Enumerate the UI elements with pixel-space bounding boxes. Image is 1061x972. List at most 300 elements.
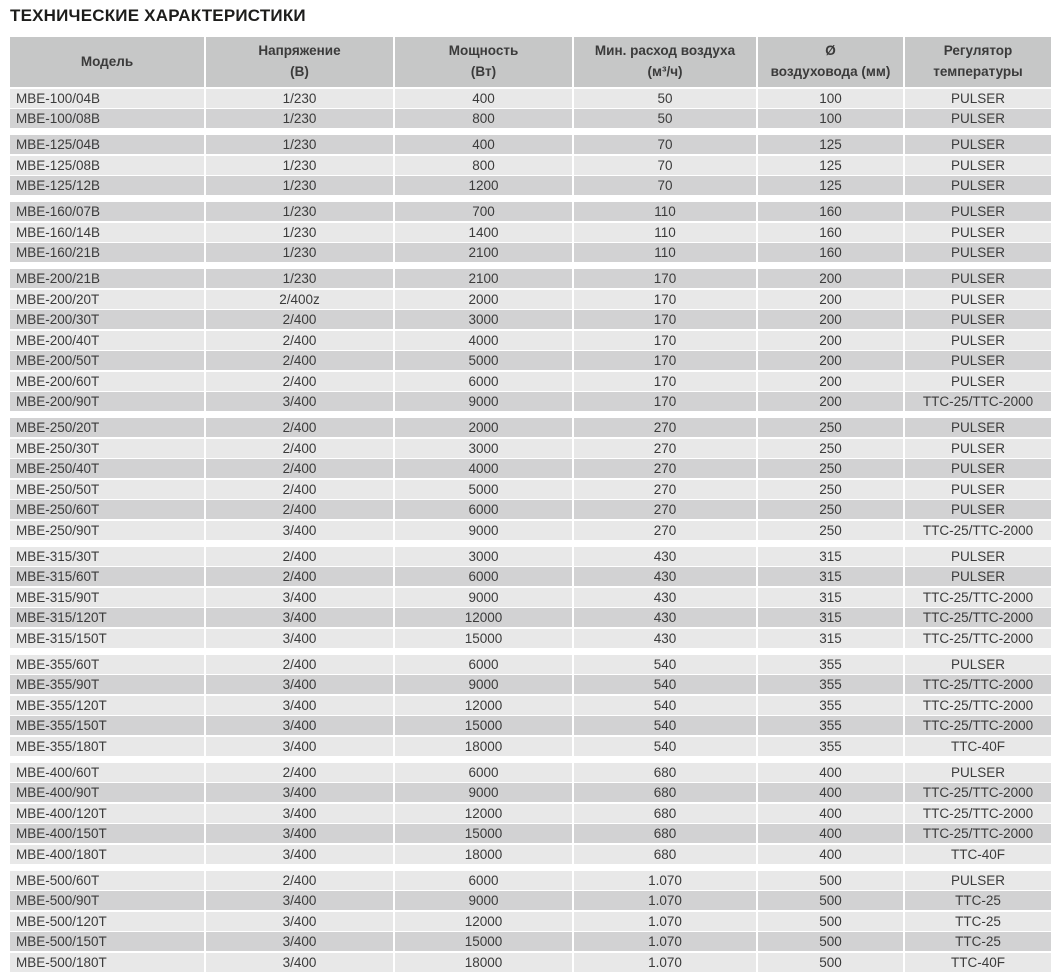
value-cell: 540 <box>574 716 756 735</box>
value-cell: PULSER <box>905 439 1051 458</box>
column-header-1 <box>206 37 393 87</box>
value-cell: TTC-25/TTC-2000 <box>905 804 1051 823</box>
value-cell: 680 <box>574 763 756 782</box>
value-cell: TTC-25/TTC-2000 <box>905 588 1051 607</box>
value-cell: 800 <box>395 156 572 175</box>
value-cell: 2/400 <box>206 547 393 566</box>
value-cell: 250 <box>758 521 903 540</box>
table-row <box>10 608 1051 627</box>
value-cell: 125 <box>758 176 903 195</box>
value-cell: 250 <box>758 480 903 499</box>
table-header-row <box>10 37 1051 87</box>
value-cell: 18000 <box>395 737 572 756</box>
value-cell: 3/400 <box>206 845 393 864</box>
table-row <box>10 932 1051 951</box>
spec-table <box>10 37 1051 972</box>
table-row <box>10 459 1051 478</box>
value-cell: 355 <box>758 737 903 756</box>
value-cell: 3000 <box>395 547 572 566</box>
table-row <box>10 243 1051 262</box>
value-cell: 800 <box>395 109 572 128</box>
value-cell: 1200 <box>395 176 572 195</box>
value-cell: 3/400 <box>206 696 393 715</box>
table-row <box>10 824 1051 843</box>
value-cell: 2/400 <box>206 418 393 437</box>
table-row <box>10 109 1051 128</box>
value-cell: 540 <box>574 675 756 694</box>
value-cell: 3/400 <box>206 629 393 648</box>
value-cell: PULSER <box>905 156 1051 175</box>
table-row <box>10 912 1051 931</box>
column-header-line2: (В) <box>290 64 309 79</box>
value-cell: 170 <box>574 310 756 329</box>
value-cell: 18000 <box>395 953 572 972</box>
value-cell: 15000 <box>395 824 572 843</box>
value-cell: PULSER <box>905 871 1051 890</box>
table-row <box>10 372 1051 391</box>
value-cell: 2/400 <box>206 310 393 329</box>
model-cell: MBE-400/180T <box>10 845 204 864</box>
column-header-line2: воздуховода (мм) <box>770 64 891 79</box>
value-cell: 125 <box>758 135 903 154</box>
value-cell: 170 <box>574 392 756 411</box>
value-cell: 540 <box>574 655 756 674</box>
model-cell: MBE-355/120T <box>10 696 204 715</box>
column-header-line1: Мин. расход воздуха <box>594 43 736 59</box>
table-row <box>10 716 1051 735</box>
value-cell: TTC-25/TTC-2000 <box>905 629 1051 648</box>
value-cell: 400 <box>758 824 903 843</box>
value-cell: 170 <box>574 269 756 288</box>
value-cell: 9000 <box>395 392 572 411</box>
value-cell: 4000 <box>395 331 572 350</box>
value-cell: TTC-25 <box>905 912 1051 931</box>
table-row <box>10 439 1051 458</box>
table-row <box>10 567 1051 586</box>
model-cell: MBE-200/30T <box>10 310 204 329</box>
value-cell: 3/400 <box>206 675 393 694</box>
table-row <box>10 392 1051 411</box>
model-cell: MBE-500/150T <box>10 932 204 951</box>
value-cell: 170 <box>574 290 756 309</box>
model-cell: MBE-315/30T <box>10 547 204 566</box>
value-cell: 270 <box>574 480 756 499</box>
table-row <box>10 763 1051 782</box>
value-cell: 3/400 <box>206 392 393 411</box>
value-cell: PULSER <box>905 331 1051 350</box>
value-cell: 3/400 <box>206 912 393 931</box>
value-cell: 2/400z <box>206 290 393 309</box>
value-cell: PULSER <box>905 567 1051 586</box>
value-cell: 250 <box>758 500 903 519</box>
value-cell: 680 <box>574 824 756 843</box>
value-cell: 15000 <box>395 716 572 735</box>
table-row <box>10 500 1051 519</box>
column-header-5 <box>905 37 1051 87</box>
value-cell: 540 <box>574 737 756 756</box>
table-row <box>10 675 1051 694</box>
value-cell: 200 <box>758 310 903 329</box>
value-cell: 3/400 <box>206 716 393 735</box>
model-cell: MBE-400/60T <box>10 763 204 782</box>
value-cell: 160 <box>758 243 903 262</box>
table-row <box>10 223 1051 242</box>
value-cell: 315 <box>758 608 903 627</box>
table-row <box>10 696 1051 715</box>
model-cell: MBE-400/90T <box>10 783 204 802</box>
value-cell: 2/400 <box>206 331 393 350</box>
table-row <box>10 331 1051 350</box>
table-row <box>10 176 1051 195</box>
value-cell: 3/400 <box>206 891 393 910</box>
value-cell: 315 <box>758 547 903 566</box>
value-cell: 400 <box>758 804 903 823</box>
column-header-line1: Регулятор <box>943 43 1013 59</box>
value-cell: 12000 <box>395 608 572 627</box>
table-row <box>10 891 1051 910</box>
value-cell: 270 <box>574 459 756 478</box>
value-cell: TTC-25/TTC-2000 <box>905 608 1051 627</box>
value-cell: 5000 <box>395 351 572 370</box>
value-cell: 400 <box>395 89 572 108</box>
model-cell: MBE-400/150T <box>10 824 204 843</box>
value-cell: 200 <box>758 372 903 391</box>
table-row <box>10 418 1051 437</box>
model-cell: MBE-355/150T <box>10 716 204 735</box>
value-cell: 1.070 <box>574 953 756 972</box>
table-row <box>10 269 1051 288</box>
table-row <box>10 629 1051 648</box>
column-header-2 <box>395 37 572 87</box>
value-cell: TTC-25/TTC-2000 <box>905 521 1051 540</box>
value-cell: TTC-25 <box>905 891 1051 910</box>
column-header-line1: Модель <box>80 53 134 69</box>
value-cell: 2/400 <box>206 372 393 391</box>
value-cell: PULSER <box>905 109 1051 128</box>
table-row <box>10 310 1051 329</box>
value-cell: 250 <box>758 439 903 458</box>
value-cell: 2/400 <box>206 439 393 458</box>
value-cell: TTC-40F <box>905 737 1051 756</box>
value-cell: 3/400 <box>206 608 393 627</box>
column-header-3 <box>574 37 756 87</box>
model-cell: MBE-160/14B <box>10 223 204 242</box>
value-cell: PULSER <box>905 418 1051 437</box>
value-cell: PULSER <box>905 372 1051 391</box>
value-cell: 110 <box>574 243 756 262</box>
value-cell: 355 <box>758 675 903 694</box>
value-cell: 680 <box>574 783 756 802</box>
value-cell: 2/400 <box>206 763 393 782</box>
value-cell: 200 <box>758 351 903 370</box>
model-cell: MBE-200/90T <box>10 392 204 411</box>
column-header-line1: Напряжение <box>258 43 341 59</box>
value-cell: 100 <box>758 109 903 128</box>
value-cell: 500 <box>758 912 903 931</box>
value-cell: 3/400 <box>206 737 393 756</box>
model-cell: MBE-160/07B <box>10 202 204 221</box>
value-cell: 3/400 <box>206 588 393 607</box>
value-cell: 400 <box>395 135 572 154</box>
value-cell: 270 <box>574 500 756 519</box>
value-cell: 500 <box>758 891 903 910</box>
value-cell: 430 <box>574 588 756 607</box>
column-header-line1: Ø <box>825 43 836 59</box>
value-cell: PULSER <box>905 202 1051 221</box>
model-cell: MBE-125/12B <box>10 176 204 195</box>
value-cell: 170 <box>574 372 756 391</box>
value-cell: 2100 <box>395 269 572 288</box>
value-cell: 2000 <box>395 418 572 437</box>
value-cell: 500 <box>758 871 903 890</box>
table-row <box>10 202 1051 221</box>
page-title: ТЕХНИЧЕСКИЕ ХАРАКТЕРИСТИКИ <box>10 6 306 25</box>
value-cell: 1/230 <box>206 156 393 175</box>
value-cell: 2/400 <box>206 480 393 499</box>
value-cell: 6000 <box>395 372 572 391</box>
value-cell: 18000 <box>395 845 572 864</box>
model-cell: MBE-355/180T <box>10 737 204 756</box>
value-cell: 1/230 <box>206 269 393 288</box>
value-cell: TTC-40F <box>905 953 1051 972</box>
value-cell: 15000 <box>395 932 572 951</box>
model-cell: MBE-315/120T <box>10 608 204 627</box>
value-cell: 3/400 <box>206 521 393 540</box>
model-cell: MBE-355/60T <box>10 655 204 674</box>
value-cell: TTC-25/TTC-2000 <box>905 716 1051 735</box>
table-row <box>10 871 1051 890</box>
value-cell: 6000 <box>395 763 572 782</box>
model-cell: MBE-200/60T <box>10 372 204 391</box>
value-cell: 500 <box>758 953 903 972</box>
model-cell: MBE-250/60T <box>10 500 204 519</box>
value-cell: 430 <box>574 608 756 627</box>
value-cell: 6000 <box>395 655 572 674</box>
value-cell: 430 <box>574 567 756 586</box>
table-row <box>10 135 1051 154</box>
value-cell: 1/230 <box>206 202 393 221</box>
model-cell: MBE-315/150T <box>10 629 204 648</box>
value-cell: 270 <box>574 521 756 540</box>
value-cell: 3000 <box>395 439 572 458</box>
value-cell: PULSER <box>905 763 1051 782</box>
value-cell: 1.070 <box>574 932 756 951</box>
value-cell: 1.070 <box>574 912 756 931</box>
value-cell: PULSER <box>905 459 1051 478</box>
value-cell: 3/400 <box>206 932 393 951</box>
value-cell: 4000 <box>395 459 572 478</box>
value-cell: 700 <box>395 202 572 221</box>
value-cell: 315 <box>758 588 903 607</box>
value-cell: 12000 <box>395 696 572 715</box>
value-cell: PULSER <box>905 89 1051 108</box>
value-cell: 160 <box>758 202 903 221</box>
value-cell: PULSER <box>905 480 1051 499</box>
value-cell: 270 <box>574 439 756 458</box>
value-cell: 355 <box>758 655 903 674</box>
value-cell: 50 <box>574 109 756 128</box>
value-cell: 125 <box>758 156 903 175</box>
model-cell: MBE-500/90T <box>10 891 204 910</box>
value-cell: PULSER <box>905 243 1051 262</box>
value-cell: 3/400 <box>206 783 393 802</box>
value-cell: 12000 <box>395 804 572 823</box>
value-cell: 3/400 <box>206 804 393 823</box>
model-cell: MBE-200/40T <box>10 331 204 350</box>
model-cell: MBE-100/04B <box>10 89 204 108</box>
value-cell: 50 <box>574 89 756 108</box>
table-row <box>10 521 1051 540</box>
model-cell: MBE-200/20T <box>10 290 204 309</box>
value-cell: 315 <box>758 629 903 648</box>
model-cell: MBE-400/120T <box>10 804 204 823</box>
table-row <box>10 804 1051 823</box>
value-cell: TTC-25/TTC-2000 <box>905 824 1051 843</box>
value-cell: 430 <box>574 629 756 648</box>
value-cell: PULSER <box>905 269 1051 288</box>
value-cell: TTC-25 <box>905 932 1051 951</box>
value-cell: TTC-25/TTC-2000 <box>905 696 1051 715</box>
value-cell: PULSER <box>905 655 1051 674</box>
value-cell: 2/400 <box>206 655 393 674</box>
model-cell: MBE-315/90T <box>10 588 204 607</box>
value-cell: 9000 <box>395 521 572 540</box>
value-cell: 680 <box>574 845 756 864</box>
value-cell: 3000 <box>395 310 572 329</box>
value-cell: 200 <box>758 331 903 350</box>
value-cell: 70 <box>574 176 756 195</box>
value-cell: 400 <box>758 763 903 782</box>
model-cell: MBE-250/90T <box>10 521 204 540</box>
column-header-line1: Мощность <box>448 43 519 59</box>
value-cell: 9000 <box>395 588 572 607</box>
value-cell: 170 <box>574 331 756 350</box>
value-cell: 1/230 <box>206 135 393 154</box>
value-cell: 9000 <box>395 891 572 910</box>
value-cell: PULSER <box>905 500 1051 519</box>
value-cell: 1.070 <box>574 891 756 910</box>
table-row <box>10 480 1051 499</box>
table-row <box>10 290 1051 309</box>
value-cell: 355 <box>758 716 903 735</box>
model-cell: MBE-100/08B <box>10 109 204 128</box>
table-row <box>10 547 1051 566</box>
value-cell: 70 <box>574 135 756 154</box>
value-cell: PULSER <box>905 547 1051 566</box>
value-cell: 2100 <box>395 243 572 262</box>
value-cell: TTC-40F <box>905 845 1051 864</box>
value-cell: 6000 <box>395 567 572 586</box>
value-cell: 1400 <box>395 223 572 242</box>
value-cell: 1.070 <box>574 871 756 890</box>
table-row <box>10 156 1051 175</box>
value-cell: TTC-25/TTC-2000 <box>905 392 1051 411</box>
value-cell: 1/230 <box>206 109 393 128</box>
value-cell: 3/400 <box>206 953 393 972</box>
model-cell: MBE-315/60T <box>10 567 204 586</box>
model-cell: MBE-500/180T <box>10 953 204 972</box>
value-cell: 430 <box>574 547 756 566</box>
model-cell: MBE-250/50T <box>10 480 204 499</box>
value-cell: 2/400 <box>206 567 393 586</box>
table-row <box>10 845 1051 864</box>
value-cell: TTC-25/TTC-2000 <box>905 675 1051 694</box>
value-cell: 270 <box>574 418 756 437</box>
value-cell: 9000 <box>395 675 572 694</box>
table-row <box>10 783 1051 802</box>
table-row <box>10 655 1051 674</box>
value-cell: 2/400 <box>206 500 393 519</box>
value-cell: PULSER <box>905 223 1051 242</box>
value-cell: 6000 <box>395 871 572 890</box>
column-header-0 <box>10 37 204 87</box>
value-cell: 250 <box>758 418 903 437</box>
value-cell: PULSER <box>905 135 1051 154</box>
value-cell: 2/400 <box>206 351 393 370</box>
value-cell: 15000 <box>395 629 572 648</box>
model-cell: MBE-355/90T <box>10 675 204 694</box>
value-cell: 315 <box>758 567 903 586</box>
value-cell: 9000 <box>395 783 572 802</box>
model-cell: MBE-200/21B <box>10 269 204 288</box>
value-cell: 355 <box>758 696 903 715</box>
model-cell: MBE-125/08B <box>10 156 204 175</box>
value-cell: 70 <box>574 156 756 175</box>
model-cell: MBE-160/21B <box>10 243 204 262</box>
value-cell: 1/230 <box>206 176 393 195</box>
value-cell: 250 <box>758 459 903 478</box>
value-cell: PULSER <box>905 290 1051 309</box>
value-cell: PULSER <box>905 310 1051 329</box>
table-row <box>10 953 1051 972</box>
value-cell: 170 <box>574 351 756 370</box>
table-row <box>10 351 1051 370</box>
value-cell: 200 <box>758 392 903 411</box>
table-row <box>10 737 1051 756</box>
value-cell: 12000 <box>395 912 572 931</box>
value-cell: 400 <box>758 783 903 802</box>
model-cell: MBE-500/120T <box>10 912 204 931</box>
table-body <box>10 89 1051 972</box>
column-header-line2: температуры <box>933 64 1023 79</box>
value-cell: 1/230 <box>206 89 393 108</box>
model-cell: MBE-200/50T <box>10 351 204 370</box>
value-cell: 400 <box>758 845 903 864</box>
model-cell: MBE-250/40T <box>10 459 204 478</box>
column-header-line2: (м³/ч) <box>647 64 683 79</box>
table-row <box>10 89 1051 108</box>
value-cell: 680 <box>574 804 756 823</box>
value-cell: 200 <box>758 269 903 288</box>
value-cell: 1/230 <box>206 243 393 262</box>
model-cell: MBE-250/20T <box>10 418 204 437</box>
value-cell: 160 <box>758 223 903 242</box>
column-header-line2: (Вт) <box>470 64 497 79</box>
value-cell: 110 <box>574 223 756 242</box>
value-cell: 5000 <box>395 480 572 499</box>
value-cell: 110 <box>574 202 756 221</box>
model-cell: MBE-250/30T <box>10 439 204 458</box>
value-cell: 100 <box>758 89 903 108</box>
value-cell: 1/230 <box>206 223 393 242</box>
table-row <box>10 588 1051 607</box>
value-cell: 2/400 <box>206 459 393 478</box>
value-cell: TTC-25/TTC-2000 <box>905 783 1051 802</box>
value-cell: 200 <box>758 290 903 309</box>
column-header-4 <box>758 37 903 87</box>
value-cell: 6000 <box>395 500 572 519</box>
value-cell: 2000 <box>395 290 572 309</box>
